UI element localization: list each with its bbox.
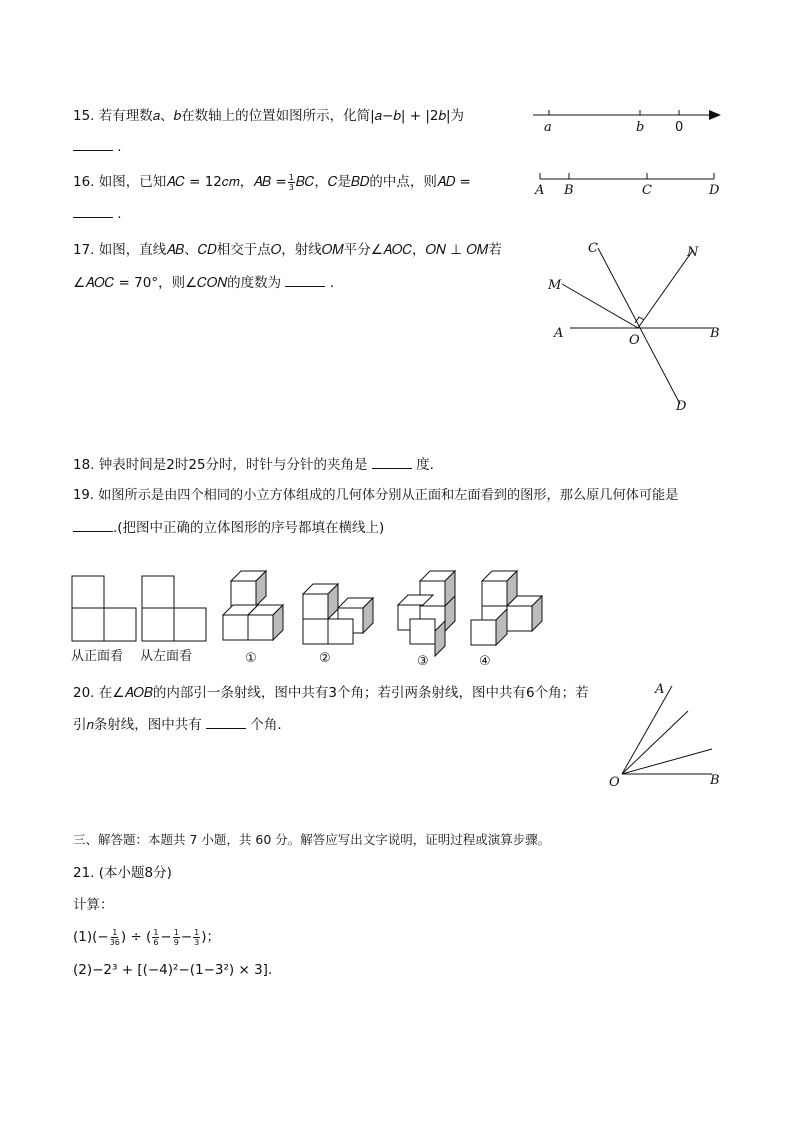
q15-line1: 15. 若有理数𝑎、𝑏在数轴上的位置如图所示，化简|𝑎−𝑏| + |2𝑏|为	[73, 108, 465, 124]
q19-option-1: ①	[245, 651, 257, 666]
q20-line1: 20. 在∠𝐴𝑂𝐵的内部引一条射线，图中共有3个角；若引两条射线，图中共有6个角；若	[73, 685, 589, 701]
q15-answer-blank[interactable]	[73, 138, 113, 151]
q19-solid-4	[471, 571, 542, 645]
q17-label-M: M	[548, 278, 562, 293]
q18-line	[73, 453, 434, 473]
q20-angle-rays-figure	[600, 678, 730, 793]
q19-solid-2	[303, 584, 373, 644]
q21-part2: (2)−2³ + [(−4)²−(1−3²) × 3].	[73, 962, 273, 978]
q19-option-4: ④	[479, 654, 491, 669]
q20-text-a: 引𝑛条射线，图中共有	[73, 717, 202, 733]
q17-answer-blank[interactable]	[285, 274, 325, 287]
q17-label-A: A	[554, 326, 564, 341]
q16-line1	[73, 170, 471, 192]
q16-label-A: A	[535, 183, 545, 198]
q17-label-D: D	[676, 399, 687, 414]
q21-frac-3	[173, 928, 180, 947]
q17-label-N: N	[687, 245, 699, 260]
q17-intersecting-lines-figure	[540, 232, 730, 417]
q16-answer-blank[interactable]	[73, 205, 113, 218]
q15-label-a: a	[544, 120, 552, 135]
q20-label-O: O	[609, 775, 620, 790]
q16-label-D: D	[709, 183, 720, 198]
q20-answer-blank[interactable]	[206, 716, 246, 729]
section3-heading: 三、解答题：本题共 7 小题，共 60 分。解答应写出文字说明，证明过程或演算步骤。	[73, 832, 551, 847]
q20-label-B: B	[710, 773, 720, 788]
q19-option-2: ②	[319, 651, 331, 666]
q20-line2	[73, 713, 282, 733]
q16-text-a: 16. 如图，已知𝐴𝐶 = 12𝑐𝑚，𝐴𝐵 =	[73, 174, 287, 190]
q19-views-and-solids-figure	[65, 565, 555, 670]
q19-left-view	[142, 576, 206, 641]
q21-frac-4	[193, 928, 200, 947]
q17-line1: 17. 如图，直线𝐴𝐵、𝐶𝐷相交于点𝑂，射线𝑂𝑀平分∠𝐴𝑂𝐶，𝑂𝑁 ⊥ 𝑂𝑀若	[73, 242, 502, 258]
q15-label-b: b	[636, 120, 645, 135]
q15-label-zero: 0	[675, 120, 684, 135]
q15-end: .	[117, 139, 122, 155]
q16-label-C: C	[642, 183, 652, 198]
q17-label-C: C	[588, 241, 598, 256]
q17-line2	[73, 271, 334, 291]
q21-p1-suffix: )；	[201, 929, 221, 945]
q19-line1: 19. 如图所示是由四个相同的小立方体组成的几何体分别从正面和左面看到的图形，那么原几何体可能是	[73, 488, 679, 503]
q21-frac-2-num: 1	[153, 927, 159, 937]
q19-answer-blank[interactable]	[73, 519, 113, 532]
q21-frac-1-num: 1	[112, 927, 118, 937]
q17-label-O: O	[629, 333, 640, 348]
q16-fraction	[288, 173, 295, 192]
q18-answer-blank[interactable]	[372, 456, 412, 469]
q19-line2	[73, 516, 384, 536]
q21-frac-4-den: 3	[194, 937, 200, 947]
q21-frac-4-num: 1	[194, 927, 200, 937]
q21-frac-3-den: 9	[173, 937, 179, 947]
q21-p1-mid: ) ÷ (	[120, 929, 152, 945]
q16-frac-num: 1	[288, 172, 294, 182]
q19-option-3: ③	[417, 654, 429, 669]
q21-frac-1-den: 36	[109, 937, 120, 947]
q16-answer-row	[73, 205, 122, 222]
q17-end: .	[329, 275, 335, 291]
q16-segment-figure	[530, 165, 725, 201]
q21-title: 21. (本小题8分)	[73, 865, 172, 881]
q21-frac-1	[110, 928, 120, 947]
q19-front-view	[72, 576, 136, 641]
q18-end: 度.	[416, 457, 434, 473]
q21-frac-2	[152, 928, 159, 947]
q16-end: .	[117, 206, 122, 222]
q21-frac-3-num: 1	[173, 927, 179, 937]
q17-text: ∠𝐴𝑂𝐶 = 70°，则∠𝐶𝑂𝑁的度数为	[73, 275, 282, 291]
q15-answer-row	[73, 138, 122, 155]
q20-text-b: 个角.	[250, 717, 282, 733]
q21-frac-2-den: 6	[153, 937, 159, 947]
q18-text: 18. 钟表时间是2时25分时，时针与分针的夹角是	[73, 457, 368, 473]
q20-label-A: A	[655, 682, 665, 697]
q19-solid-3	[398, 571, 455, 656]
q19-front-label: 从正面看	[71, 649, 124, 664]
q19-text: .(把图中正确的立体图形的序号都填在横线上)	[113, 520, 385, 536]
q15-number-line	[525, 100, 725, 140]
q16-label-B: B	[564, 183, 574, 198]
q19-left-label: 从左面看	[140, 649, 193, 664]
q16-frac-den: 3	[288, 182, 294, 192]
q21-part1: (1)(− $\frac{1}{36}$ ) ÷ ( $\frac{1}{6}$ − $\frac{1}{9}$ − $\frac{1}{3}$ )；	[73, 927, 221, 947]
q21-calc-label: 计算：	[73, 897, 114, 913]
q21-p1-prefix: (1)(−	[73, 929, 109, 945]
q16-text-b: 𝐵𝐶，𝐶是𝐵𝐷的中点，则𝐴𝐷 =	[295, 174, 471, 190]
q17-label-B: B	[710, 326, 720, 341]
q19-solid-1	[223, 571, 283, 640]
